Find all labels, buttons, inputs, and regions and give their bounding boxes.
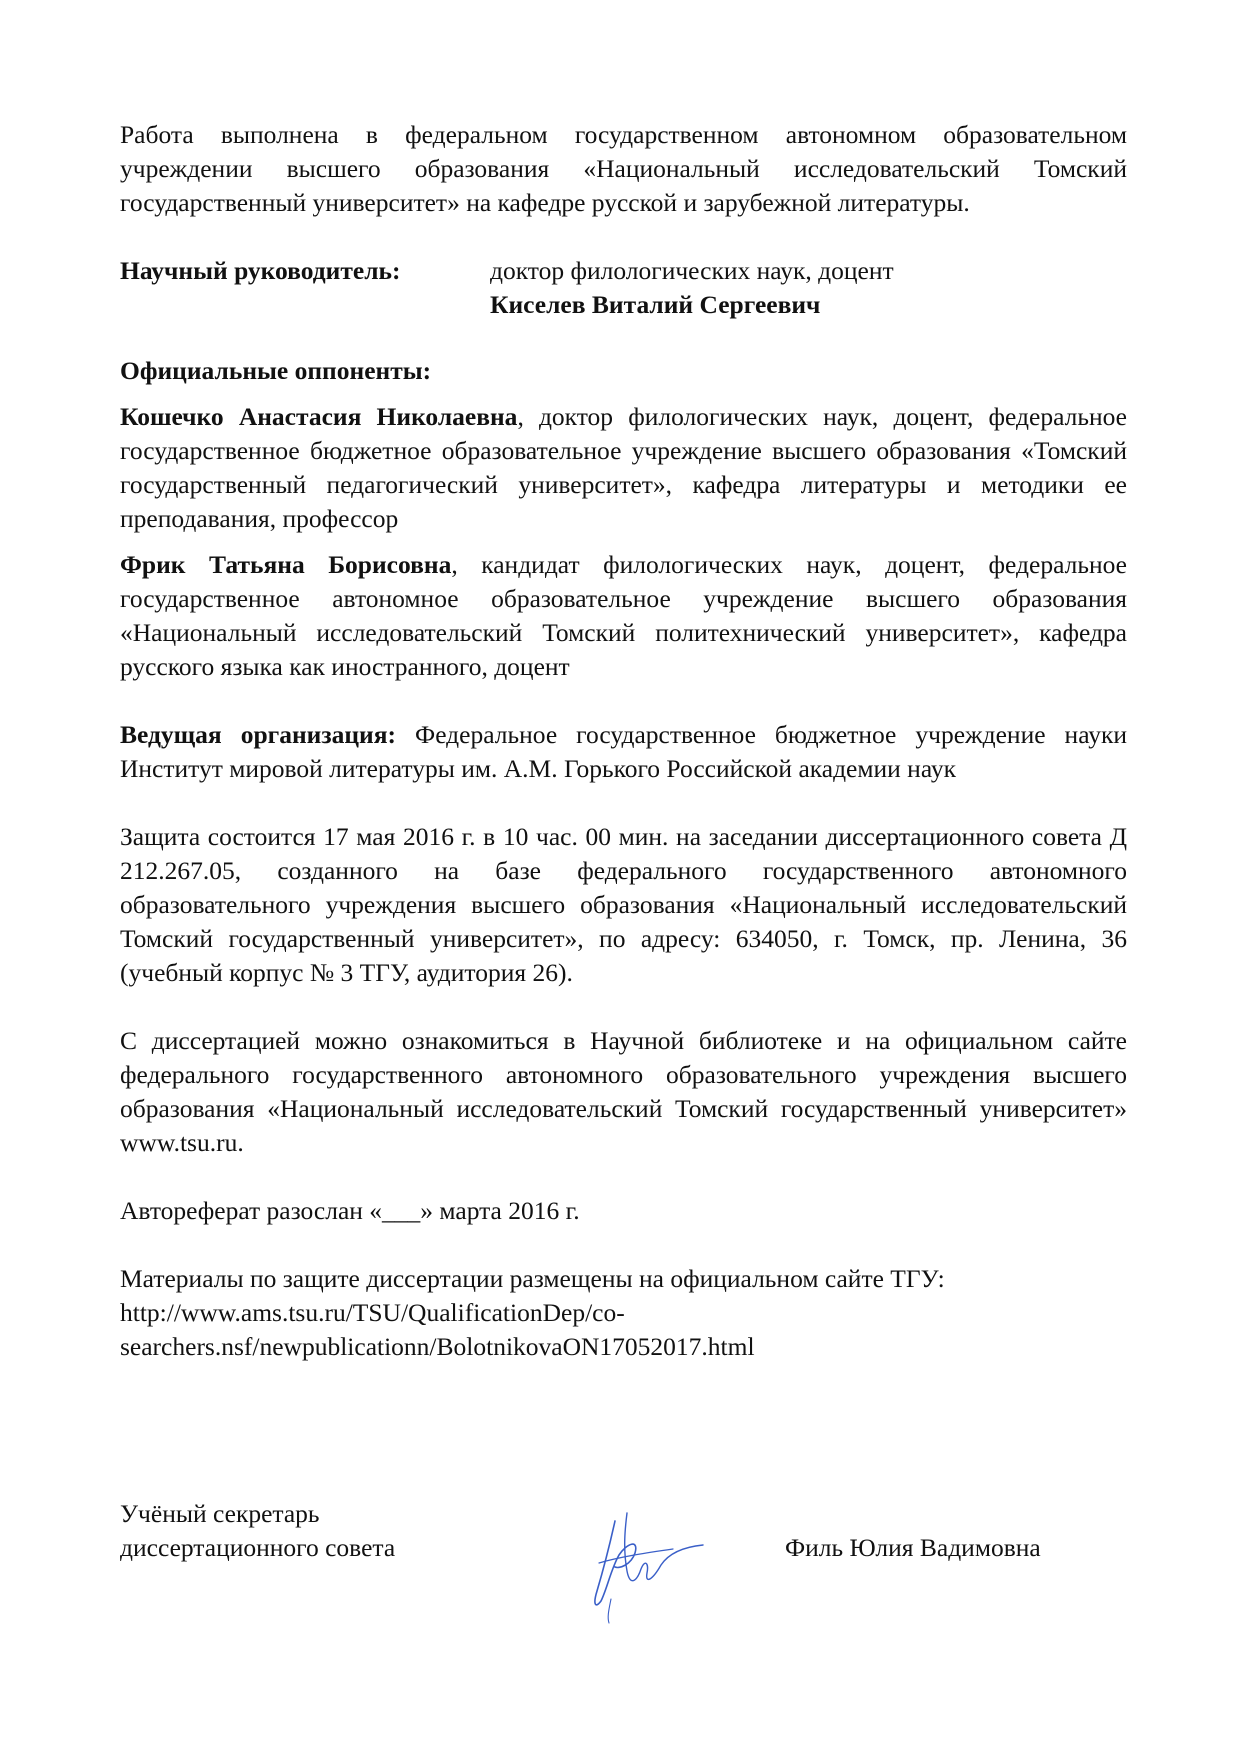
opponent-2-name: Фрик Татьяна Борисовна [120,550,452,579]
supervisor-degree: доктор филологических наук, доцент [490,256,894,285]
lead-organization [120,718,1127,786]
handwritten-signature [575,1509,705,1624]
signature-stroke-4 [608,1599,611,1623]
lead-organization-label: Ведущая организация: [120,720,397,749]
mailing-date: Автореферат разослан «___» марта 2016 г. [120,1196,580,1225]
materials-text: Материалы по защите диссертации размещены на официальном сайте ТГУ: [120,1264,945,1293]
supervisor-name: Киселев Виталий Сергеевич [490,290,821,319]
materials-url-line-1: http://www.ams.tsu.ru/TSU/QualificationDep/co- [120,1298,625,1327]
document-page [120,118,1127,1364]
opponent-1 [120,400,1127,536]
signature-block [120,1497,1127,1627]
supervisor-info [490,254,1127,322]
library-info: С диссертацией можно ознакомиться в Научной библиотеке и на официальном сайте федерального государственного автономного образовательного учреждения высшего образования «Национальный исследовательский Томский государственный университет» www.tsu.ru. [120,1026,1127,1157]
signatory-role-line-2: диссертационного совета [120,1533,396,1562]
materials-url-line-2: searchers.nsf/newpublicationn/BolotnikovaON17052017.html [120,1332,755,1361]
signatory-role [120,1497,395,1565]
opponent-1-details: , доктор филологических наук, доцент, федеральное государственное бюджетное образовательное учреждение высшего образования «Томский государственный педагогический университет», кафедра литературы и методики ее преподавания, профессор [120,402,1128,533]
work-statement: Работа выполнена в федеральном государственном автономном образовательном учреждении высшего образования «Национальный исследовательский Томский государственный университет» на кафедре русской и зарубежной литературы. [120,120,1127,217]
defense-info: Защита состоится 17 мая 2016 г. в 10 час. 00 мин. на заседании диссертационного совета Д 212.267.05, созданного на базе федерального государственного автономного образовательного учреждения высшего образования «Национальный исследовательский Томский государственный университет», по адресу: 634050, г. Томск, пр. Ленина, 36 (учебный корпус № 3 ТГУ, аудитория 26). [120,822,1127,987]
opponent-2-details: , кандидат филологических наук, доцент, федеральное государственное автономное образовательное учреждение высшего образования «Национальный исследовательский Томский политехнический университет», кафедра русского языка как иностранного, доцент [120,550,1127,681]
signatory-role-line-1: Учёный секретарь [120,1499,320,1528]
supervisor-label: Научный руководитель: [120,256,401,285]
opponent-1-name: Кошечко Анастасия Николаевна [120,402,518,431]
opponent-2 [120,548,1127,684]
supervisor-block [120,254,1127,322]
opponents-title: Официальные оппоненты: [120,356,432,385]
materials-info [120,1262,1127,1364]
lead-organization-text: Федеральное государственное бюджетное учреждение науки Институт мировой литературы им. А.М. Горького Российской академии наук [120,720,1128,783]
signatory-name: Филь Юлия Вадимовна [785,1533,1041,1562]
